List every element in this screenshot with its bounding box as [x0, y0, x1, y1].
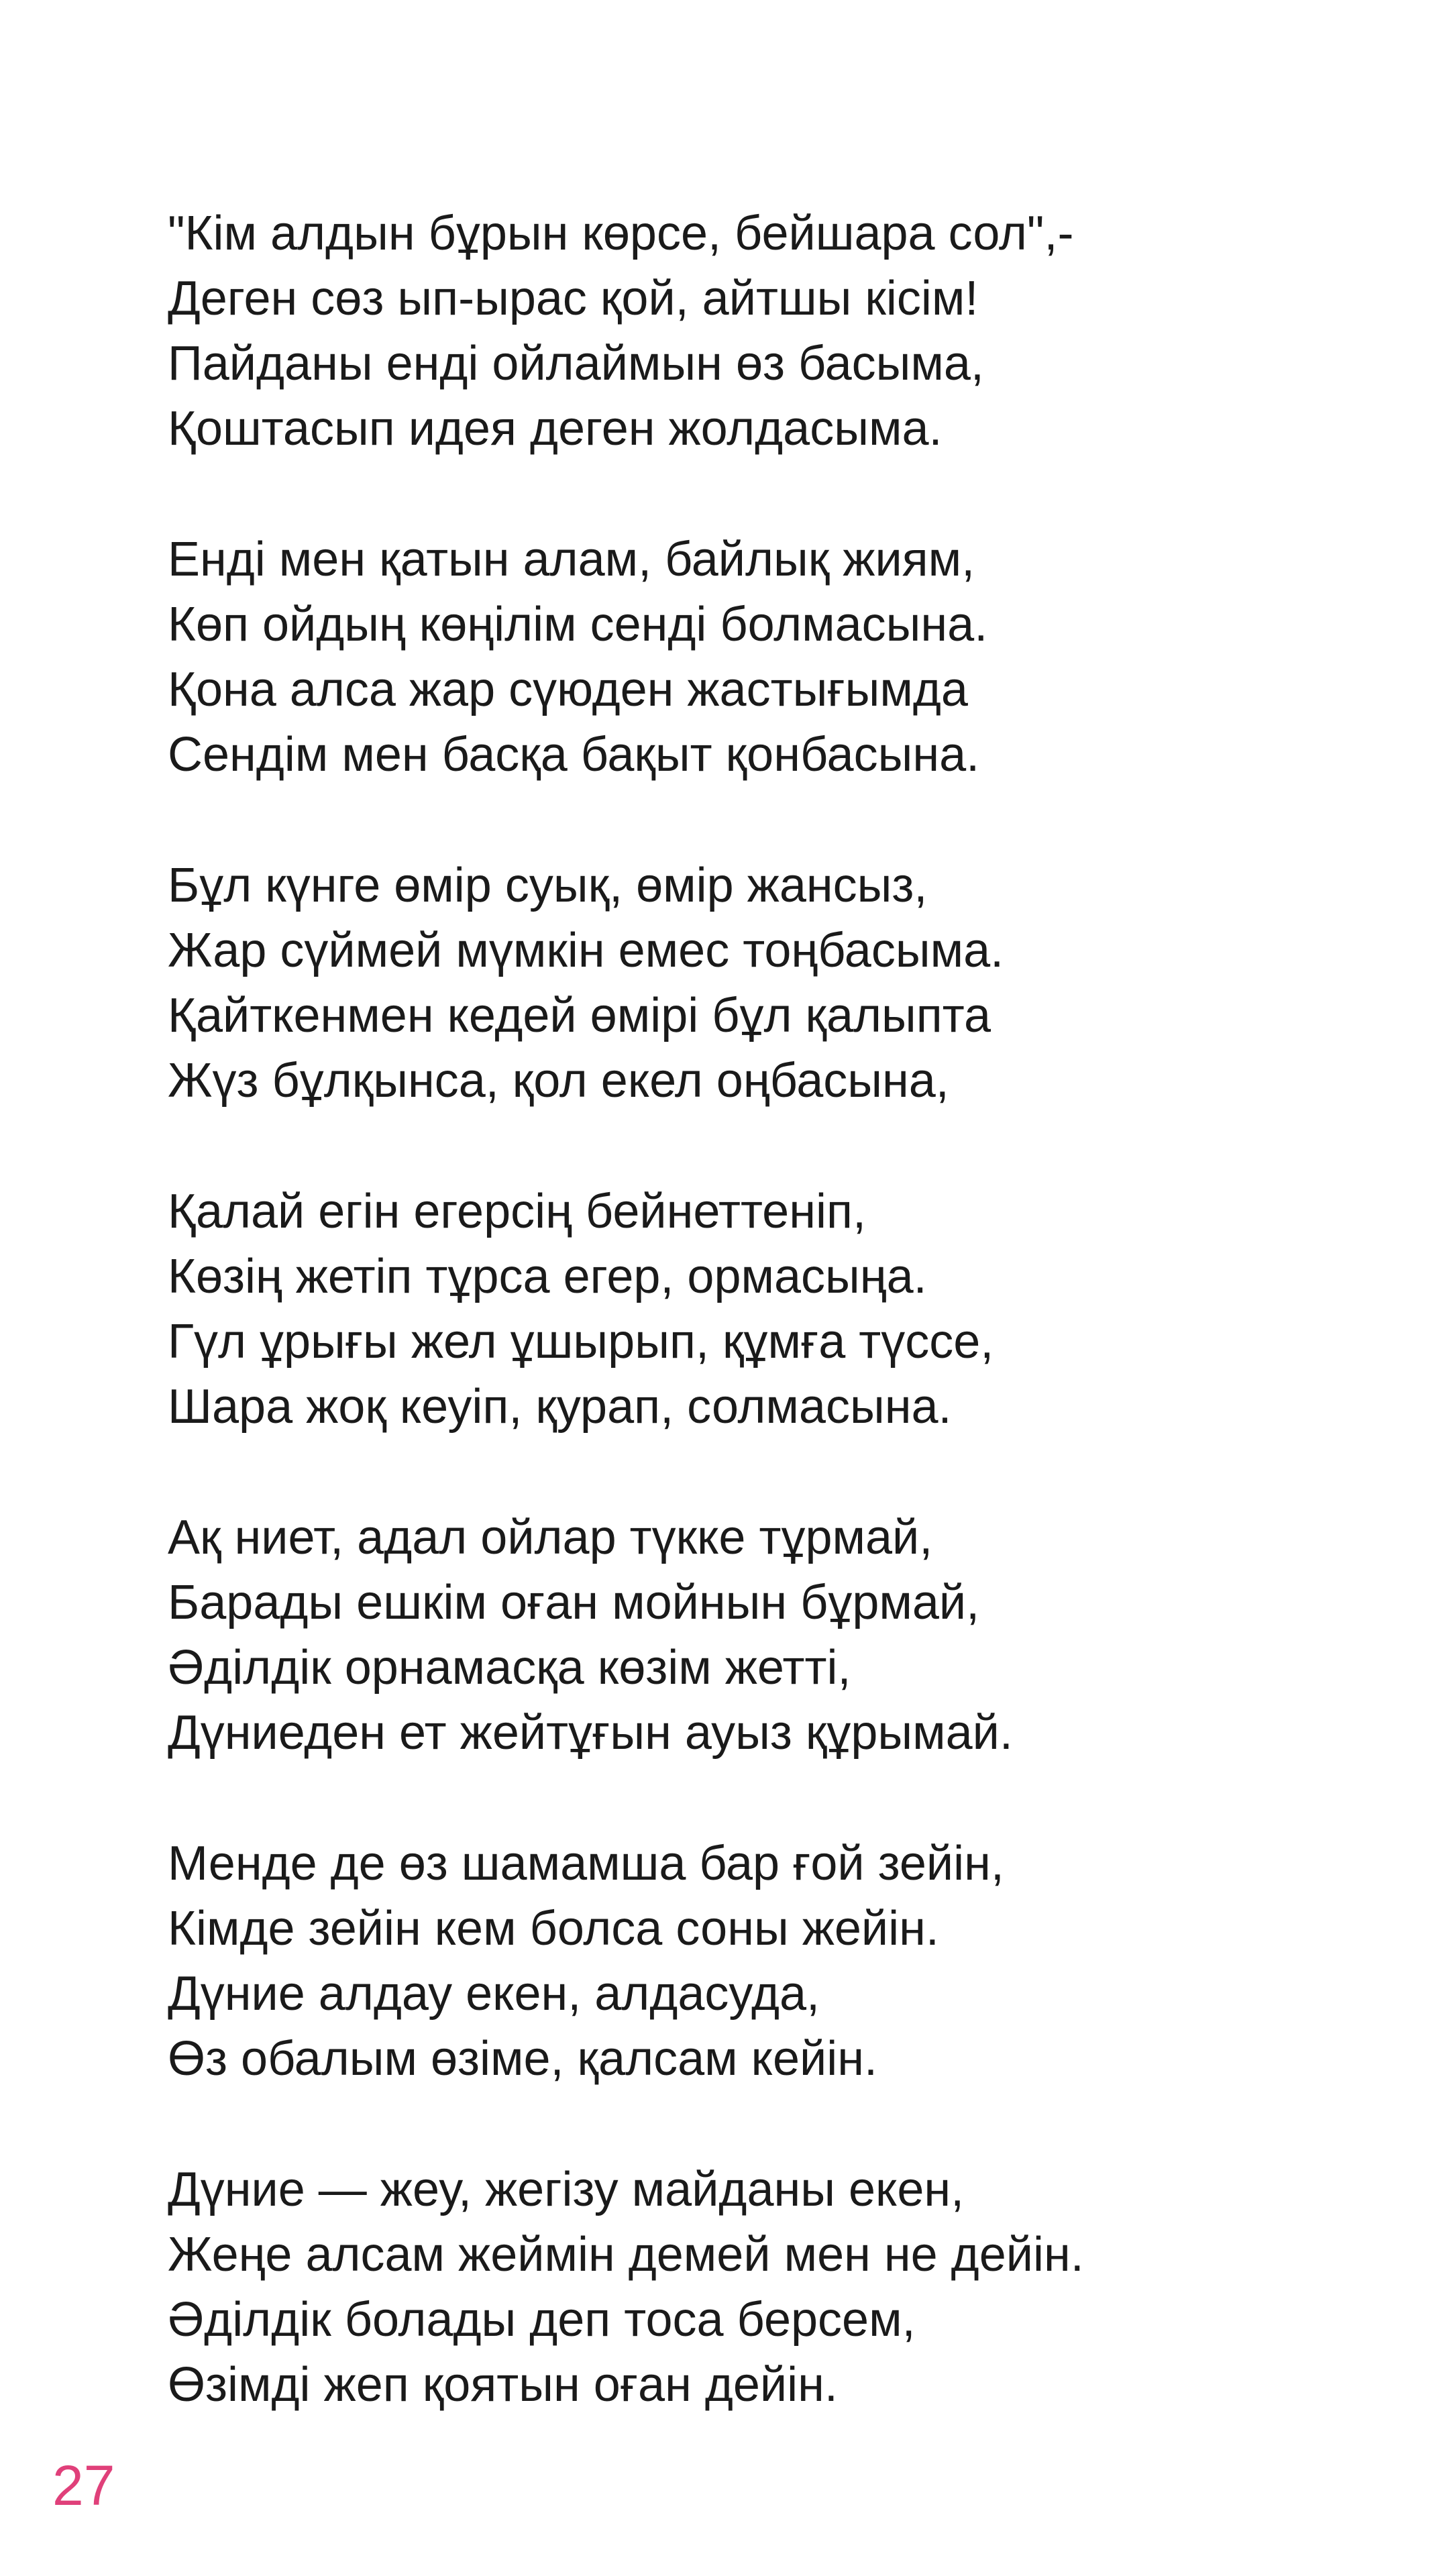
stanza-7 [168, 2157, 1375, 2418]
poem-line: Қалай егін егерсің бейнеттеніп, [168, 1185, 866, 1238]
poem-line: Әділдік орнамасқа көзім жетті, [168, 1641, 851, 1695]
stanza-4 [168, 1179, 1375, 1440]
poem-line: Менде де өз шамамша бар ғой зейін, [168, 1837, 1004, 1890]
poem-line: Қоштасып идея деген жолдасыма. [168, 402, 943, 455]
poem-line: Шара жоқ кеуіп, қурап, солмасына. [168, 1380, 952, 1434]
page-number: 27 [52, 2454, 115, 2517]
poem-line: Гүл ұрығы жел ұшырып, құмға түссе, [168, 1315, 994, 1368]
poem-body [168, 201, 1375, 2483]
poem-line: Әділдік болады деп тоса берсем, [168, 2293, 916, 2347]
poem-line: Көзің жетіп тұрса егер, ормасыңа. [168, 1250, 927, 1303]
poem-line: Кімде зейін кем болса соны жейін. [168, 1902, 939, 1955]
poem-line: Дүниеден ет жейтұғын ауыз құрымай. [168, 1706, 1013, 1760]
poem-line: Пайданы енді ойлаймын өз басыма, [168, 337, 984, 390]
stanza-1 [168, 201, 1375, 462]
poem-line: Бaрады ешкім оған мойнын бұрмай, [168, 1576, 980, 1629]
poem-line: Ақ ниет, адал ойлар түкке тұрмай, [168, 1511, 933, 1564]
poem-line: Енді мен қатын алам, байлық жиям, [168, 533, 975, 586]
stanza-6 [168, 1831, 1375, 2092]
poem-line: Қона алса жар сүюден жастығымда [168, 663, 968, 716]
poem-line: Өз обалым өзіме, қалсам кейін. [168, 2032, 877, 2086]
poem-line: Деген сөз ып-ырас қой, айтшы кісім! [168, 272, 979, 325]
stanza-5 [168, 1505, 1375, 1766]
poem-line: Жүз бұлқынса, қол екел оңбасына, [168, 1054, 949, 1108]
poem-line: "Кім алдын бұрын көрсе, бейшара сол",- [168, 207, 1074, 260]
poem-line: Дүние — жеу, жегізу майданы екен, [168, 2163, 965, 2216]
poem-line: Қайткенмен кедей өмірі бұл қалыпта [168, 989, 991, 1042]
poem-line: Көп ойдың көңілім сенді болмасына. [168, 598, 988, 651]
poem-line: Жар сүймей мүмкін емес тоңбасыма. [168, 924, 1004, 977]
poem-line: Бұл күнге өмір суық, өмір жансыз, [168, 859, 928, 912]
poem-line: Дүние алдау екен, алдасуда, [168, 1967, 820, 2021]
stanza-3 [168, 853, 1375, 1114]
poem-line: Жеңе алсам жеймін демей мен не дейін. [168, 2228, 1084, 2282]
poem-line: Сендім мен басқа бақыт қонбасына. [168, 728, 980, 782]
stanza-2 [168, 527, 1375, 788]
poem-line: Өзімді жеп қоятын оған дейін. [168, 2358, 838, 2412]
